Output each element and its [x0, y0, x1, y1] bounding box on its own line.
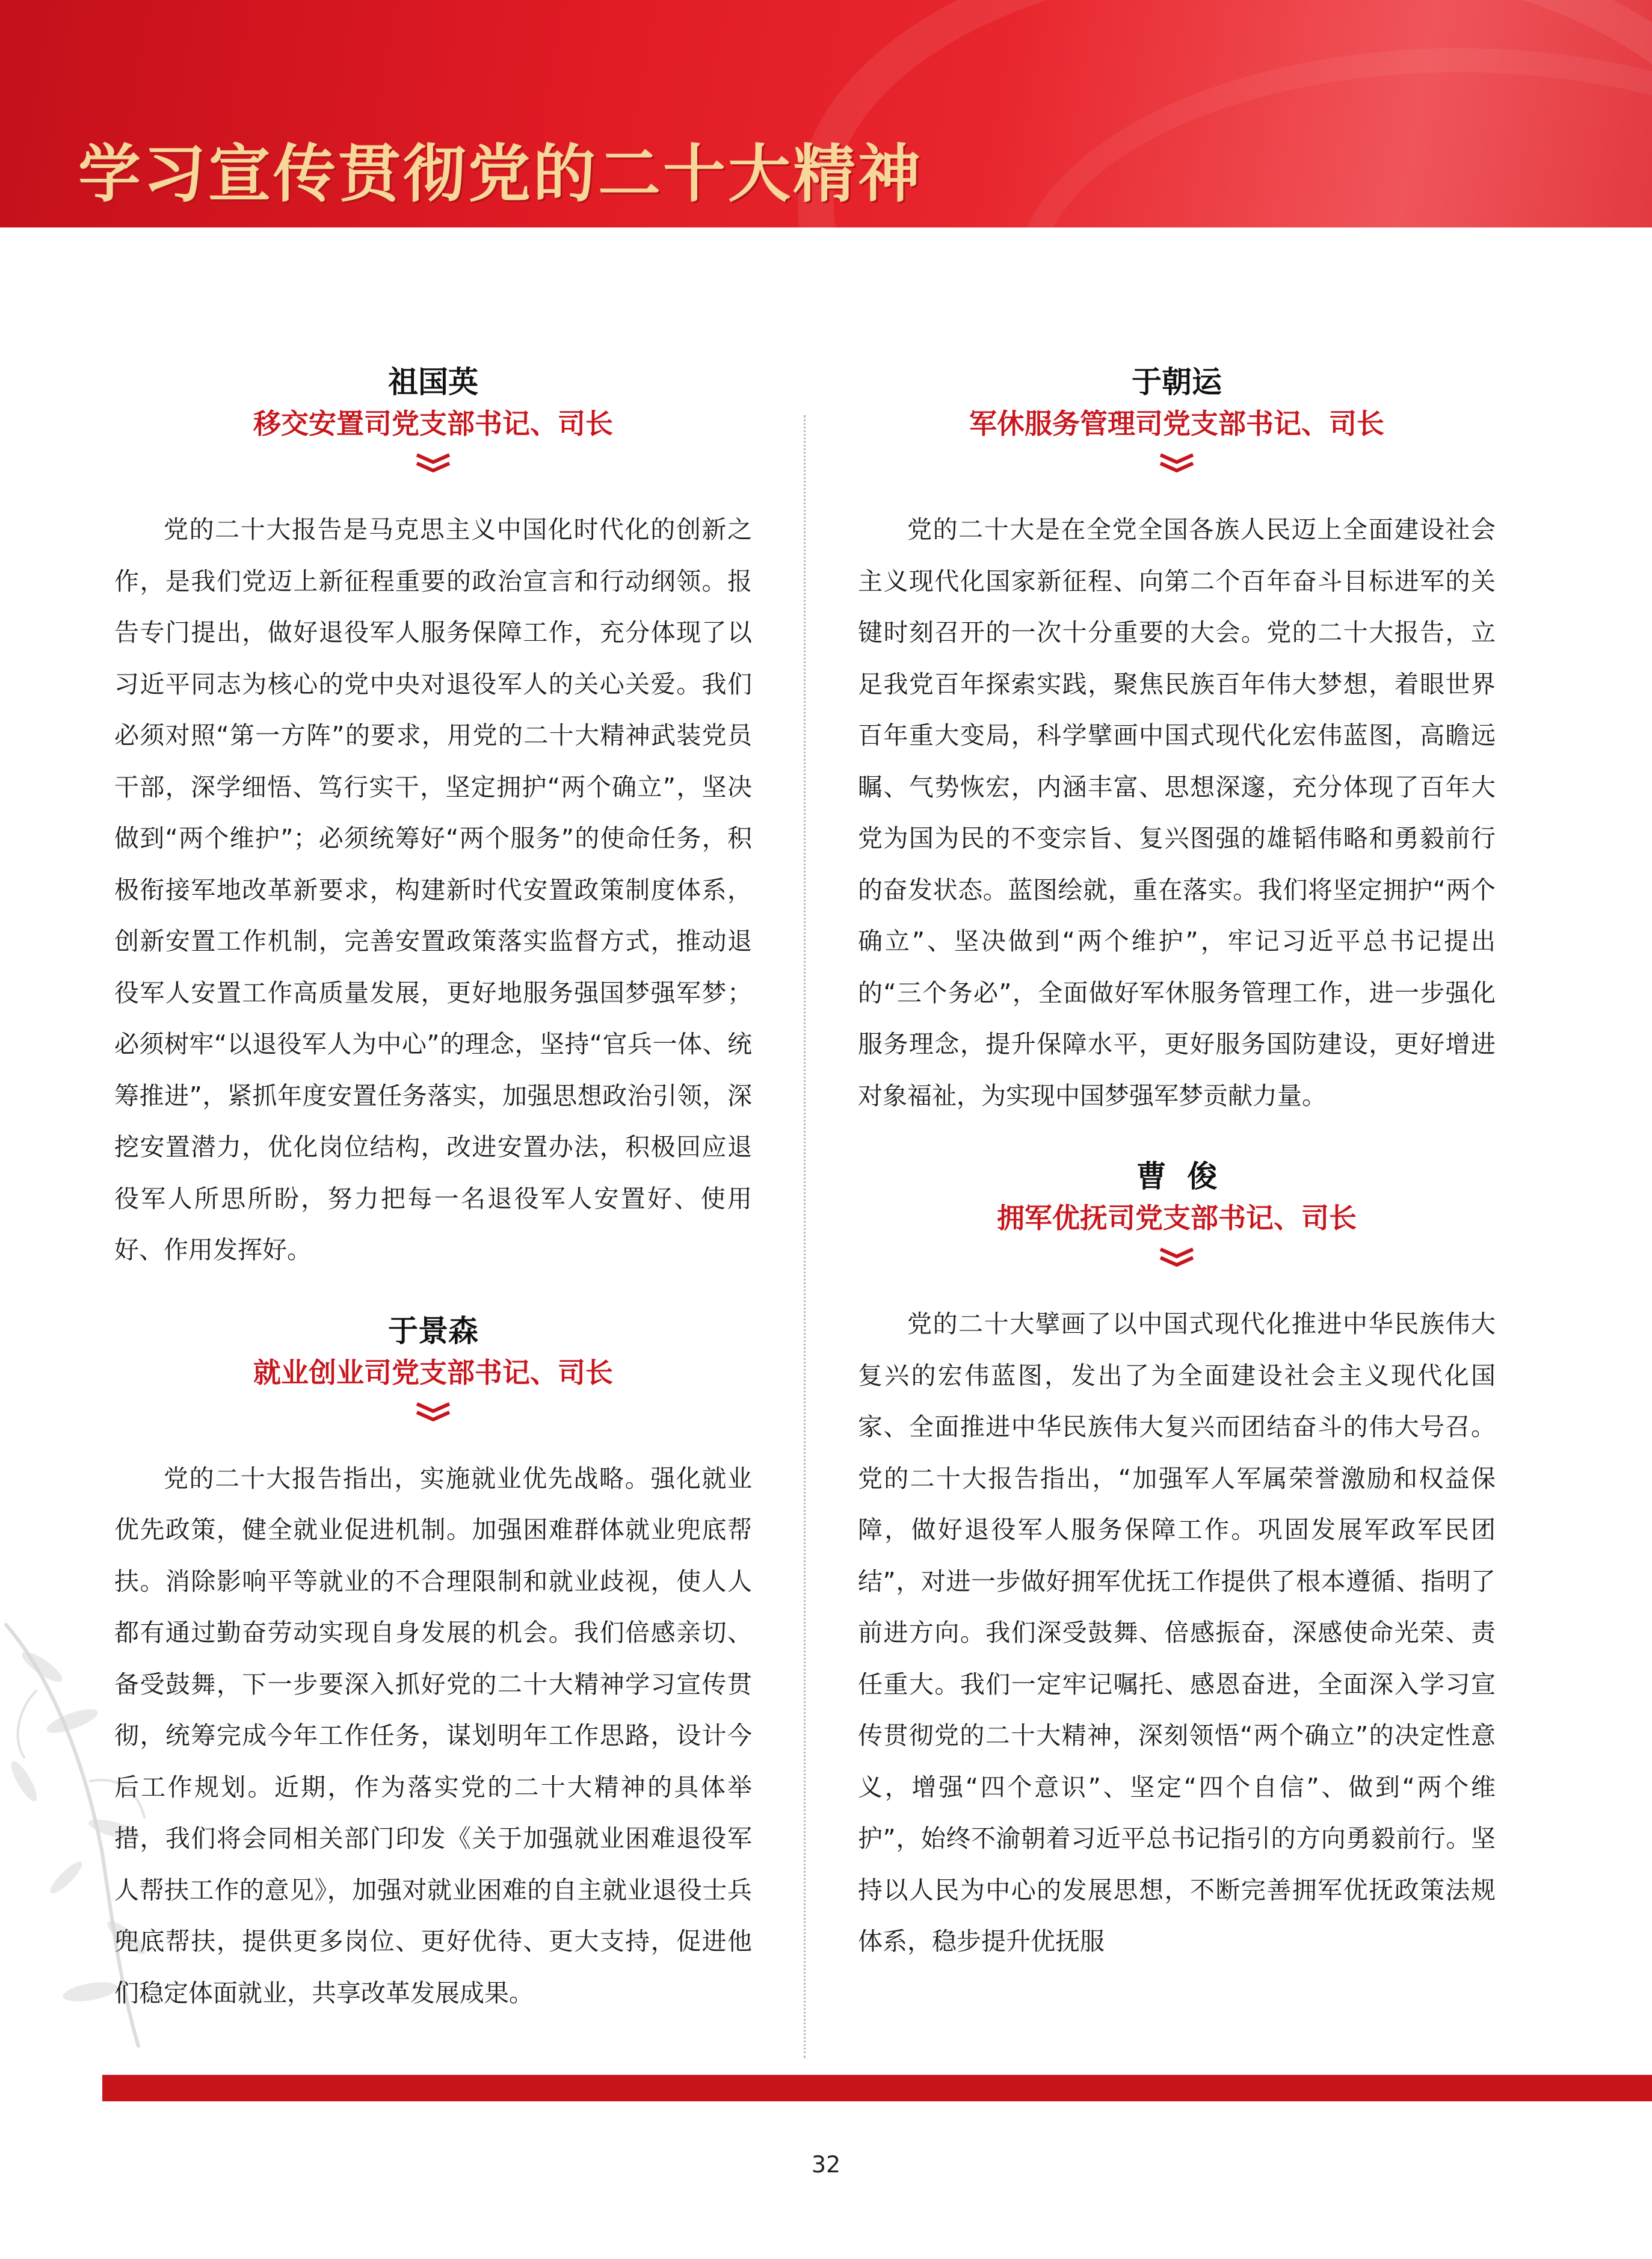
- chevron-down-icon: [858, 444, 1496, 504]
- chevron-down-icon: [114, 444, 752, 504]
- author-role: 拥军优抚司党支部书记、司长: [997, 1202, 1357, 1234]
- article-body: 党的二十大报告是马克思主义中国化时代化的创新之作，是我们党迈上新征程重要的政治宣言和行动纲领。报告专门提出，做好退役军人服务保障工作，充分体现了以习近平同志为核心的党中央对退役军人的关心关爱。我们必须对照“第一方阵”的要求，用党的二十大精神武装党员干部，深学细悟、笃行实干，坚定拥护“两个确立”，坚决做到“两个维护”；必须统筹好“两个服务”的使命任务，积极衔接军地改革新要求，构建新时代安置政策制度体系，创新安置工作机制，完善安置政策落实监督方式，推动退役军人安置工作高质量发展，更好地服务强国梦强军梦；必须树牢“以退役军人为中心”的理念，坚持“官兵一体、统筹推进”，紧抓年度安置任务落实，加强思想政治引领，深挖安置潜力，优化岗位结构，改进安置办法，积极回应退役军人所思所盼，努力把每一名退役军人安置好、使用好、作用发挥好。: [114, 515, 752, 1264]
- author-name: 于景森: [388, 1313, 478, 1349]
- article-body: 党的二十大是在全党全国各族人民迈上全面建设社会主义现代化国家新征程、向第二个百年奋斗目标进军的关键时刻召开的一次十分重要的大会。党的二十大报告，立足我党百年探索实践，聚焦民族百年伟大梦想，着眼世界百年重大变局，科学擘画中国式现代化宏伟蓝图，高瞻远瞩、气势恢宏，内涵丰富、思想深邃，充分体现了百年大党为国为民的不变宗旨、复兴图强的雄韬伟略和勇毅前行的奋发状态。蓝图绘就，重在落实。我们将坚定拥护“两个确立”、坚决做到“两个维护”，牢记习近平总书记提出的“三个务必”，全面做好军休服务管理工作，进一步强化服务理念，提升保障水平，更好服务国防建设，更好增进对象福祉，为实现中国梦强军梦贡献力量。: [858, 515, 1496, 1110]
- right-column: [858, 361, 1496, 2001]
- page-title: 学习宣传贯彻党的二十大精神: [78, 137, 923, 211]
- author-name: 祖国英: [388, 365, 478, 400]
- header-banner: [0, 0, 1652, 227]
- article-body: 党的二十大擘画了以中国式现代化推进中华民族伟大复兴的宏伟蓝图，发出了为全面建设社会主义现代化国家、全面推进中华民族伟大复兴而团结奋斗的伟大号召。党的二十大报告指出，“加强军人军属荣誉激励和权益保障，做好退役军人服务保障工作。巩固发展军政军民团结”，对进一步做好拥军优抚工作提供了根本遵循、指明了前进方向。我们深受鼓舞、倍感振奋，深感使命光荣、责任重大。我们一定牢记嘱托、感恩奋进，全面深入学习宣传贯彻党的二十大精神，深刻领悟“两个确立”的决定性意义，增强“四个意识”、坚定“四个自信”、做到“两个维护”，始终不渝朝着习近平总书记指引的方向勇毅前行。坚持以人民为中心的发展思想，不断完善拥军优抚政策法规体系，稳步提升优抚服: [858, 1309, 1496, 1956]
- column-divider: [804, 415, 806, 2058]
- article-section: [114, 361, 752, 1276]
- left-column: [114, 361, 752, 2053]
- chevron-down-icon: [858, 1238, 1496, 1299]
- article-section: [114, 1310, 752, 2020]
- author-role: 就业创业司党支部书记、司长: [253, 1356, 613, 1389]
- page-number: 32: [811, 2151, 841, 2178]
- footer-bar: [102, 2075, 1652, 2101]
- chevron-down-icon: [114, 1393, 752, 1453]
- author-name: 于朝运: [1132, 365, 1222, 400]
- author-name: 曹 俊: [1136, 1159, 1218, 1194]
- article-section: [858, 1155, 1496, 1968]
- author-role: 移交安置司党支部书记、司长: [253, 407, 613, 440]
- article-body: 党的二十大报告指出，实施就业优先战略。强化就业优先政策，健全就业促进机制。加强困难群体就业兜底帮扶。消除影响平等就业的不合理限制和就业歧视，使人人都有通过勤奋劳动实现自身发展的机会。我们倍感亲切、备受鼓舞，下一步要深入抓好党的二十大精神学习宣传贯彻，统筹完成今年工作任务，谋划明年工作思路，设计今后工作规划。近期，作为落实党的二十大精神的具体举措，我们将会同相关部门印发《关于加强就业困难退役军人帮扶工作的意见》，加强对就业困难的自主就业退役士兵兜底帮扶，提供更多岗位、更好优待、更大支持，促进他们稳定体面就业，共享改革发展成果。: [114, 1463, 752, 2007]
- article-section: [858, 361, 1496, 1122]
- author-role: 军休服务管理司党支部书记、司长: [969, 407, 1384, 440]
